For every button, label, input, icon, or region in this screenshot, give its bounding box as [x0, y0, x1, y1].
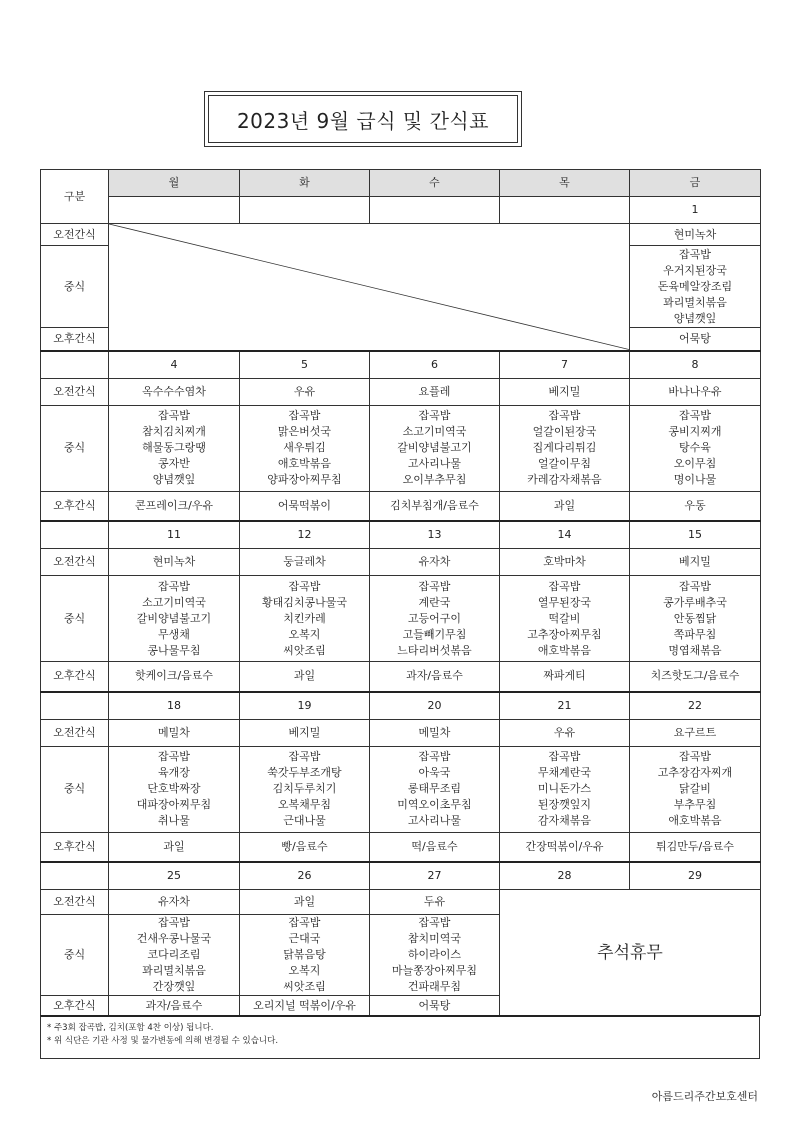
lunch-cell	[500, 746, 630, 832]
am-snack-row	[41, 549, 761, 576]
pm-snack-row	[41, 491, 761, 521]
meal-item: 애호박볶음	[668, 814, 722, 827]
date-cell	[370, 197, 500, 224]
pm-snack-cell: 떡/음료수	[370, 832, 500, 862]
meal-item: 고추장아찌무침	[527, 627, 602, 641]
meal-item: 부추무침	[673, 798, 717, 811]
meal-item: 무생채	[158, 627, 190, 641]
am-snack-cell: 바나나우유	[630, 378, 761, 405]
meal-item: 소고기미역국	[402, 425, 467, 438]
meal-item: 미역오이초무침	[397, 798, 472, 811]
meal-item: 잡곡밥	[548, 409, 581, 422]
am-snack-cell: 우유	[500, 719, 630, 746]
pm-snack-cell: 과자/음료수	[109, 996, 240, 1016]
meal-item: 쑥갓두부조개탕	[267, 766, 342, 779]
meal-item: 오이부추무침	[402, 473, 467, 486]
diagonal-line	[109, 224, 629, 350]
date-cell: 6	[370, 351, 500, 379]
meal-item: 잡곡밥	[158, 409, 190, 422]
lunch-label: 중식	[41, 405, 109, 491]
meal-item: 잡곡밥	[288, 579, 321, 593]
lunch-cell	[630, 246, 761, 328]
am-snack-row	[41, 224, 761, 246]
blank-cell	[41, 521, 109, 549]
meal-item: 떡갈비	[548, 611, 581, 625]
meal-item: 씨앗조림	[283, 980, 326, 993]
lunch-cell	[109, 915, 240, 996]
blank-cell	[41, 862, 109, 890]
meal-item: 황태김치콩나물국	[261, 595, 347, 609]
meal-item: 치킨카레	[283, 611, 326, 625]
am-snack-cell: 유자차	[109, 890, 240, 915]
blank-cell	[41, 692, 109, 720]
meal-item: 잡곡밥	[548, 579, 581, 593]
date-cell: 27	[370, 862, 500, 890]
pm-snack-cell: 오리지널 떡볶이/우유	[240, 996, 370, 1016]
date-cell	[109, 197, 240, 224]
note-line: * 위 식단은 기관 사정 및 물가변동에 의해 변경될 수 있습니다.	[47, 1036, 279, 1046]
lunch-label: 중식	[41, 915, 109, 996]
meal-item: 소고기미역국	[142, 595, 206, 609]
meal-item: 잡곡밥	[679, 579, 711, 593]
pm-snack-label: 오후간식	[41, 996, 109, 1016]
date-row	[41, 197, 761, 224]
meal-item: 콩나물무침	[147, 643, 201, 657]
meal-item: 고등어구이	[407, 611, 462, 625]
meal-item: 콩가루배추국	[663, 595, 727, 609]
meal-item: 고추장감자찌개	[657, 766, 733, 779]
pm-snack-cell: 과일	[109, 832, 240, 862]
date-cell	[500, 197, 630, 224]
lunch-cell	[630, 576, 761, 662]
date-cell: 11	[109, 521, 240, 549]
meal-item: 닭볶음탕	[283, 948, 326, 961]
meal-item: 카레감자채볶음	[527, 473, 602, 486]
meal-item: 오복지	[288, 964, 321, 977]
meal-item: 잡곡밥	[288, 916, 321, 929]
meal-item: 참치김치찌개	[142, 425, 206, 438]
meal-item: 느타리버섯볶음	[397, 643, 472, 657]
meal-item: 잡곡밥	[418, 750, 451, 763]
am-snack-cell: 유자차	[370, 549, 500, 576]
meal-item: 탕수육	[679, 441, 711, 454]
pm-snack-cell: 콘프레이크/우유	[109, 491, 240, 521]
am-snack-row	[41, 890, 761, 915]
meal-item: 잡곡밥	[679, 409, 711, 422]
meal-item: 잡곡밥	[418, 916, 451, 929]
day-header: 금	[630, 170, 761, 197]
meal-item: 잡곡밥	[418, 409, 451, 422]
pm-snack-label: 오후간식	[41, 328, 109, 351]
meal-item: 돈육메알장조림	[657, 279, 733, 293]
am-snack-cell: 베지밀	[500, 378, 630, 405]
date-cell: 18	[109, 692, 240, 720]
date-row	[41, 862, 761, 890]
day-header: 수	[370, 170, 500, 197]
meal-item: 우거지된장국	[663, 263, 727, 277]
pm-snack-cell: 짜파게티	[500, 662, 630, 692]
date-cell: 12	[240, 521, 370, 549]
date-cell: 26	[240, 862, 370, 890]
pm-snack-cell: 간장떡볶이/우유	[500, 832, 630, 862]
meal-item: 양파장아찌무침	[267, 473, 342, 486]
meal-item: 애호박볶음	[537, 643, 592, 657]
meal-item: 쪽파무침	[673, 627, 717, 641]
date-cell: 19	[240, 692, 370, 720]
am-snack-cell: 요플레	[370, 378, 500, 405]
pm-snack-cell: 핫케이크/음료수	[109, 662, 240, 692]
meal-item: 고사리나물	[407, 814, 462, 827]
pm-snack-cell: 과자/음료수	[370, 662, 500, 692]
lunch-cell	[370, 746, 500, 832]
meal-item: 계란국	[418, 595, 451, 609]
day-header-row	[41, 170, 761, 197]
meal-item: 잡곡밥	[679, 750, 711, 763]
lunch-cell	[109, 576, 240, 662]
lunch-cell	[370, 405, 500, 491]
meal-item: 아욱국	[418, 766, 451, 779]
pm-snack-row	[41, 832, 761, 862]
am-snack-cell: 둥글레차	[240, 549, 370, 576]
date-cell: 20	[370, 692, 500, 720]
lunch-row	[41, 405, 761, 491]
date-cell: 21	[500, 692, 630, 720]
meal-item: 고들빼기무침	[402, 627, 467, 641]
am-snack-label: 오전간식	[41, 890, 109, 915]
note-line: * 주3회 잡곡밥, 김치(포함 4찬 이상) 됩니다.	[47, 1023, 214, 1033]
am-snack-cell: 옥수수수염차	[109, 378, 240, 405]
lunch-label: 중식	[41, 246, 109, 328]
day-header: 월	[109, 170, 240, 197]
am-snack-row	[41, 719, 761, 746]
am-snack-label: 오전간식	[41, 378, 109, 405]
pm-snack-cell: 어묵탕	[630, 328, 761, 351]
menu-table	[40, 169, 761, 1016]
meal-item: 명이나물	[673, 473, 717, 486]
pm-snack-cell: 튀김만두/음료수	[630, 832, 761, 862]
meal-item: 롱태무조림	[407, 782, 462, 795]
date-cell: 1	[630, 197, 761, 224]
date-cell: 8	[630, 351, 761, 379]
meal-item: 잡곡밥	[288, 750, 321, 763]
am-snack-cell: 호박마차	[500, 549, 630, 576]
date-row	[41, 692, 761, 720]
meal-item: 열무된장국	[537, 595, 592, 609]
meal-item: 잡곡밥	[158, 916, 190, 929]
date-cell: 25	[109, 862, 240, 890]
pm-snack-label: 오후간식	[41, 662, 109, 692]
pm-snack-cell: 김치부침개/음료수	[370, 491, 500, 521]
day-header: 목	[500, 170, 630, 197]
meal-item: 대파장아찌무침	[136, 798, 212, 811]
category-header: 구분	[41, 170, 109, 224]
lunch-label: 중식	[41, 576, 109, 662]
meal-item: 콩자반	[158, 457, 190, 470]
pm-snack-cell: 과일	[500, 491, 630, 521]
date-cell: 14	[500, 521, 630, 549]
pm-snack-cell: 우동	[630, 491, 761, 521]
meal-item: 잡곡밥	[288, 409, 321, 422]
lunch-cell	[109, 746, 240, 832]
date-cell: 13	[370, 521, 500, 549]
am-snack-cell: 베지밀	[630, 549, 761, 576]
meal-item: 해물동그랑땡	[142, 441, 206, 454]
holiday-cell: 추석휴무	[500, 890, 761, 1016]
am-snack-cell: 현미녹차	[630, 224, 761, 246]
date-cell: 28	[500, 862, 630, 890]
date-row	[41, 521, 761, 549]
lunch-cell	[630, 746, 761, 832]
meal-item: 김치두루치기	[272, 782, 337, 795]
meal-item: 오복채무침	[277, 798, 332, 811]
meal-item: 집게다리튀김	[532, 441, 597, 454]
pm-snack-cell: 어묵떡볶이	[240, 491, 370, 521]
am-snack-cell: 베지밀	[240, 719, 370, 746]
meal-item: 감자채볶음	[537, 814, 592, 827]
meal-item: 된장깻잎지	[537, 798, 592, 811]
meal-item: 오이무침	[673, 457, 717, 470]
lunch-cell	[630, 405, 761, 491]
lunch-row	[41, 576, 761, 662]
pm-snack-cell: 치즈핫도그/음료수	[630, 662, 761, 692]
meal-item: 미니돈가스	[537, 782, 592, 795]
meal-item: 양념깻잎	[152, 473, 196, 486]
lunch-row	[41, 746, 761, 832]
am-snack-cell: 요구르트	[630, 719, 761, 746]
pm-snack-label: 오후간식	[41, 832, 109, 862]
meal-item: 명엽채볶음	[668, 643, 722, 657]
meal-item: 잡곡밥	[158, 579, 190, 593]
meal-item: 씨앗조림	[283, 643, 326, 657]
date-cell	[240, 197, 370, 224]
date-cell: 29	[630, 862, 761, 890]
date-row	[41, 351, 761, 379]
lunch-cell	[240, 576, 370, 662]
blank-cell	[41, 351, 109, 379]
date-cell: 22	[630, 692, 761, 720]
lunch-cell	[370, 915, 500, 996]
pm-snack-label: 오후간식	[41, 491, 109, 521]
meal-item: 참치미역국	[407, 932, 462, 945]
meal-item: 꽈리멸치볶음	[663, 295, 727, 309]
am-snack-label: 오전간식	[41, 549, 109, 576]
date-cell: 15	[630, 521, 761, 549]
date-cell: 5	[240, 351, 370, 379]
am-snack-cell: 과일	[240, 890, 370, 915]
lunch-cell	[370, 576, 500, 662]
meal-item: 단호박짜장	[147, 782, 201, 795]
lunch-cell	[240, 405, 370, 491]
pm-snack-cell: 어묵탕	[370, 996, 500, 1016]
meal-item: 잡곡밥	[158, 750, 190, 763]
lunch-label: 중식	[41, 746, 109, 832]
meal-item: 근대국	[288, 932, 321, 945]
meal-item: 안동찜닭	[673, 611, 717, 625]
meal-item: 육개장	[158, 766, 190, 779]
meal-item: 건새우콩나물국	[136, 932, 212, 945]
page-title	[204, 91, 522, 147]
meal-item: 취나물	[158, 814, 190, 827]
am-snack-label: 오전간식	[41, 719, 109, 746]
am-snack-label: 오전간식	[41, 224, 109, 246]
am-snack-cell: 메밀차	[370, 719, 500, 746]
organization-name: 아름드리주간보호센터	[651, 1090, 758, 1103]
meal-item: 맑은버섯국	[277, 425, 332, 438]
meal-item: 양념깻잎	[673, 311, 717, 325]
meal-item: 건파래무침	[407, 980, 462, 993]
meal-item: 코다리조림	[147, 948, 201, 961]
lunch-cell	[500, 405, 630, 491]
am-snack-cell: 메밀차	[109, 719, 240, 746]
meal-item: 갈비양념불고기	[397, 441, 472, 454]
am-snack-row	[41, 378, 761, 405]
empty-diagonal-cell	[109, 224, 630, 351]
am-snack-cell: 두유	[370, 890, 500, 915]
meal-item: 갈비양념불고기	[136, 611, 212, 625]
meal-item: 고사리나물	[407, 457, 462, 470]
date-cell: 7	[500, 351, 630, 379]
meal-item: 마늘쫑장아찌무침	[391, 964, 477, 977]
meal-item: 근대나물	[283, 814, 326, 827]
pm-snack-row	[41, 662, 761, 692]
day-header: 화	[240, 170, 370, 197]
meal-item: 콩비지찌개	[668, 425, 722, 438]
meal-item: 얼갈이된장국	[532, 425, 597, 438]
meal-item: 오복지	[288, 627, 321, 641]
meal-item: 잡곡밥	[418, 579, 451, 593]
lunch-cell	[500, 576, 630, 662]
meal-item: 무채계란국	[537, 766, 592, 779]
pm-snack-cell: 과일	[240, 662, 370, 692]
am-snack-cell: 현미녹차	[109, 549, 240, 576]
notes-box	[40, 1015, 760, 1059]
page-title-text: 2023년 9월 급식 및 간식표	[236, 108, 490, 133]
meal-item: 잡곡밥	[679, 247, 711, 261]
lunch-cell	[240, 915, 370, 996]
meal-item: 잡곡밥	[548, 750, 581, 763]
pm-snack-cell: 빵/음료수	[240, 832, 370, 862]
meal-item: 꽈리멸치볶음	[142, 964, 206, 977]
am-snack-cell: 우유	[240, 378, 370, 405]
lunch-cell	[109, 405, 240, 491]
meal-item: 애호박볶음	[277, 457, 332, 470]
date-cell: 4	[109, 351, 240, 379]
meal-item: 얼갈이무침	[537, 457, 592, 470]
meal-item: 새우튀김	[283, 441, 326, 454]
meal-item: 닭갈비	[679, 782, 711, 795]
lunch-cell	[240, 746, 370, 832]
meal-item: 하이라이스	[407, 948, 462, 961]
meal-item: 간장깻잎	[152, 980, 196, 993]
